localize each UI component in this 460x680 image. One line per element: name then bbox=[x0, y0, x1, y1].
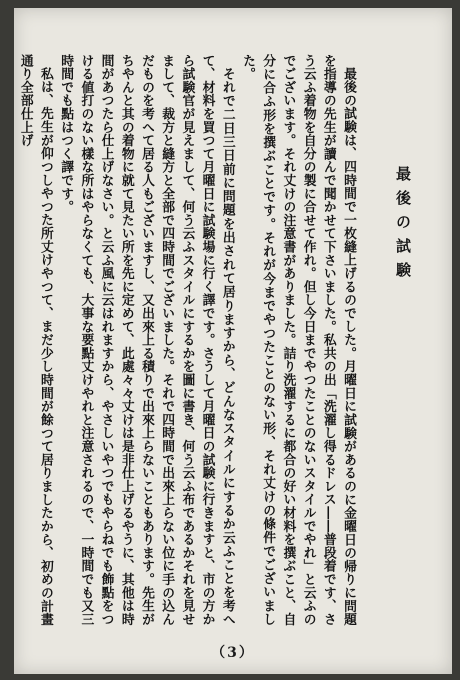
vertical-text-body bbox=[17, 54, 424, 626]
paragraph: それで二日三日前に問題を出されて居りますから、どんなスタイルにするか云ふことを考へて、材料を買つて月曜日に試験場に行く譯です。さうして月曜日の試験に行きますと、市の方から試験官が見えまして、何う云ふスタイルにするかを圖に書き、何う云ふ布であるかそれを見せまして、裁方と縫方と全部で四時間でございました。それで四時間で出來上らない位に手の込んだものを考へて居る人もございますし、又出來上る積りで出來上らないこともあります。先生がちやんと其の着物に就て見たい所を先に定めて、此處々々丈けは是非仕上げるやうに、其他は時間があつたら仕上げなさい。と云ふ風に云はれますから、やさしいやつでもやらねでも飾點をつける値打のない樣な所はやらなくても、大事な要點丈けやれと注意されるので、一時間でも又三時間でも點はつく譯です。 bbox=[58, 54, 235, 626]
paragraph: 私は、先生が仰つしやつた所丈けやつて、まだ少し時間が餘つて居りましたから、初めの計畫通り全部仕上げ bbox=[17, 54, 53, 626]
paragraph: 最後の試験は、四時間で一枚縫上げるのでした。月曜日に試験があるのに金曜日の帰りに問題を指導の先生が讀んで聞かせて下さいました。私共の出「洗濯し得るドレス――普段着です、さう云ふ着物を自分の製に合せて作れ。但し今日までやつたことのないスタイルでやれ」と云ふのでございます。それ丈けの注意書がありました。詰り洗濯するに都合の好い材料を撰ぶこと、自分に合ふ形を撰ぶことです。それが今までやつたことのない形、それ丈けの條件でございました。 bbox=[239, 54, 356, 626]
page-number: （3） bbox=[211, 645, 255, 661]
page-title: 最後の試験 bbox=[394, 166, 412, 286]
document-page bbox=[14, 8, 452, 674]
